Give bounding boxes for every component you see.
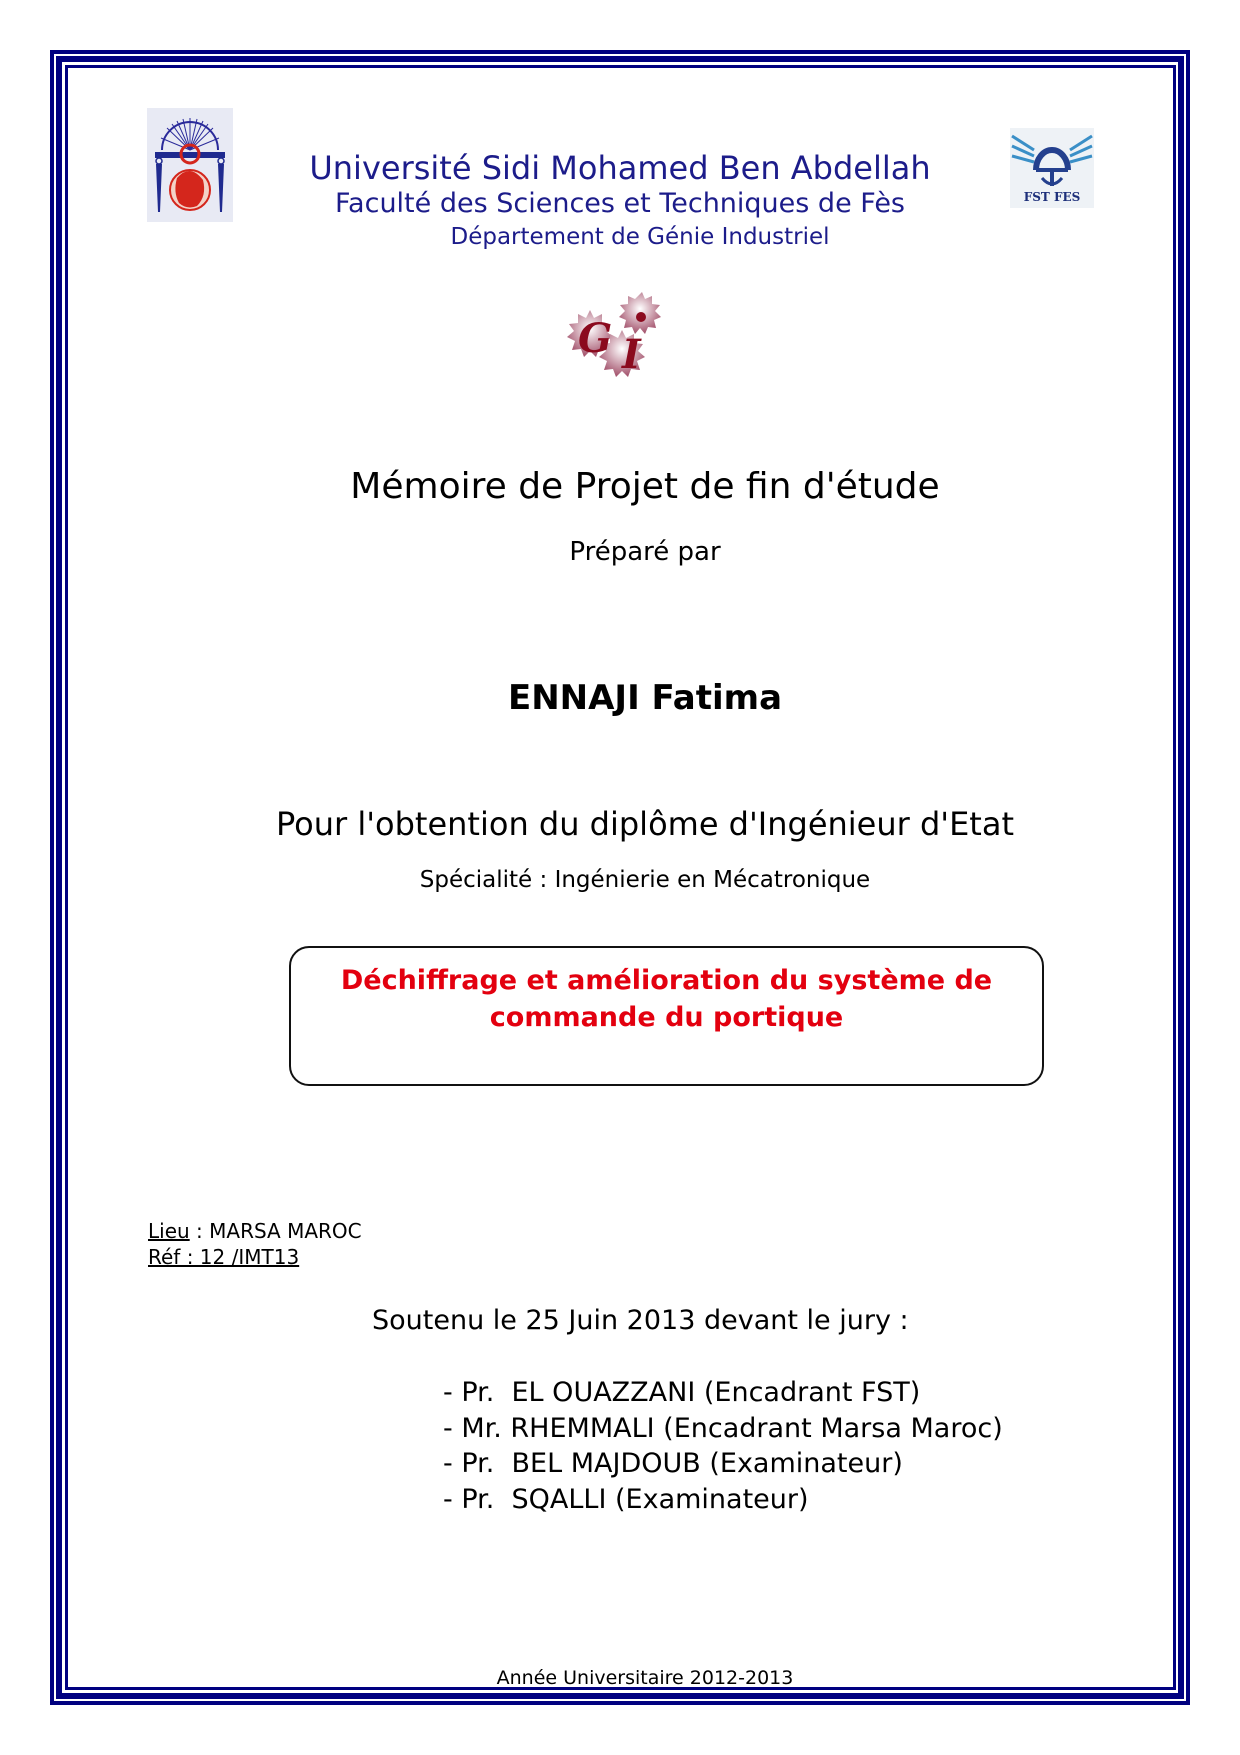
project-title-line-1: Déchiffrage et amélioration du système de [340,965,993,996]
defense-intro: Soutenu le 25 Juin 2013 devant le jury : [372,1305,909,1336]
project-title-box [289,946,1044,1086]
gi-department-logo [560,290,672,386]
place-label: Lieu [148,1219,190,1243]
degree-label: Pour l'obtention du diplôme d'Ingénieur d'Etat [275,805,1014,843]
gears-icon [560,290,672,386]
svg-text:G: G [578,315,613,362]
faculty-name: Faculté des Sciences et Techniques de Fès [335,188,905,219]
author-name: ENNAJI Fatima [507,678,783,718]
university-name: Université Sidi Mohamed Ben Abdellah [309,149,931,187]
reference-line: Réf : 12 /IMT13 [148,1245,300,1269]
project-title [291,962,1042,1036]
jury-member: - Mr. RHEMMALI (Encadrant Marsa Maroc) [443,1412,1003,1444]
jury-member: - Pr. BEL MAJDOUB (Examinateur) [443,1448,903,1479]
place-value: : MARSA MAROC [189,1219,362,1243]
prepared-by-label: Préparé par [569,537,721,567]
project-title-line-2: commande du portique [489,1002,844,1033]
specialty-label: Spécialité : Ingénierie en Mécatronique [419,867,871,893]
jury-member: - Pr. EL OUAZZANI (Encadrant FST) [443,1377,921,1408]
svg-text:I: I [622,331,641,378]
document-type: Mémoire de Projet de fin d'étude [350,466,940,507]
fst-fes-logo-text: FST FES [1023,190,1081,204]
academic-year: Année Universitaire 2012-2013 [496,1667,794,1689]
place-line [148,1218,362,1245]
jury-member: - Pr. SQALLI (Examinateur) [443,1483,809,1515]
department-name: Département de Génie Industriel [450,224,830,250]
jury-list [443,1375,1003,1517]
